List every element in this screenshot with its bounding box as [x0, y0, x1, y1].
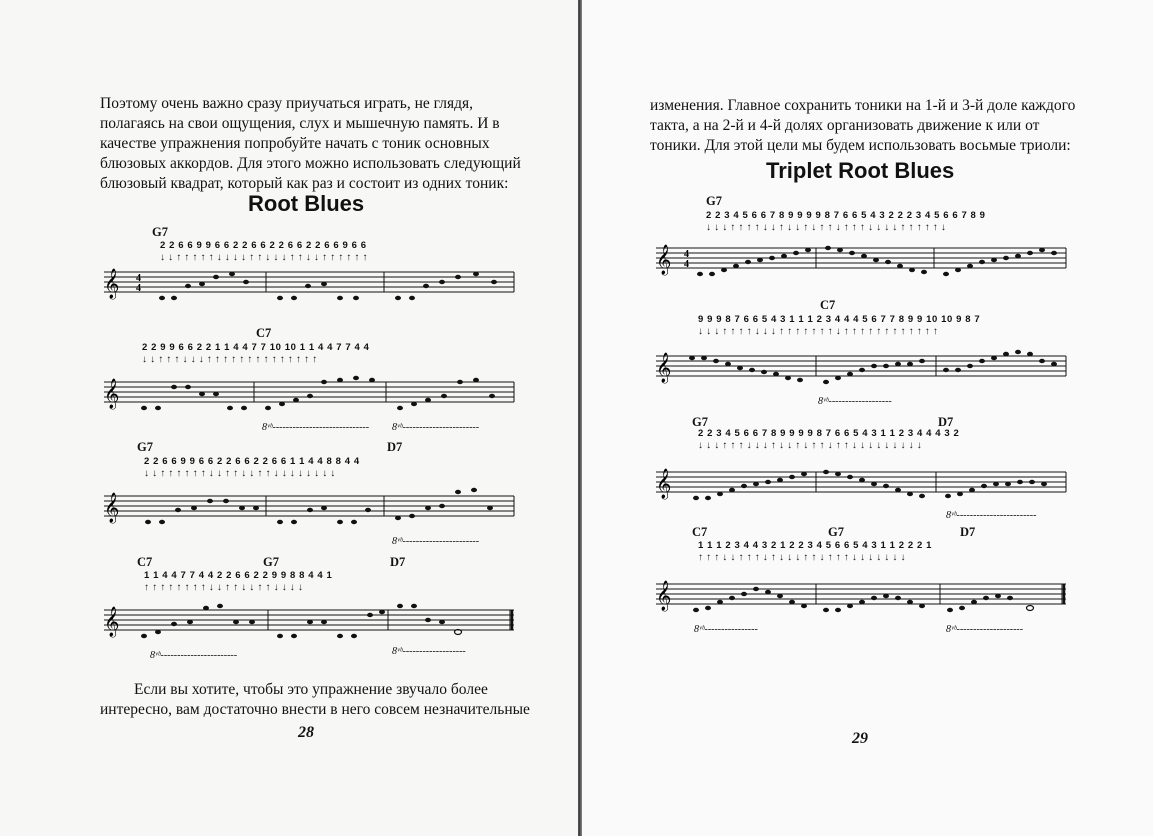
music-staff — [656, 468, 1068, 508]
chord-label: C7 — [256, 326, 272, 340]
breath-arrows: ↓↓↑↑↑↓↓↓↑↑↑↑↑↑↑↑↑↑↑↑↑↑ — [142, 354, 321, 365]
chord-label: C7 — [820, 298, 836, 312]
chord-label: G7 — [137, 440, 153, 454]
text-line: блюзовый квадрат, который как раз и состоит из одних тоник: — [100, 175, 509, 192]
chord-label: G7 — [828, 525, 844, 539]
text-line: качестве упражнения попробуйте начать с тоник основных — [100, 135, 490, 152]
ottava-marker: 8ᵛᵇ----------------------------- — [262, 422, 370, 433]
right-page — [582, 0, 1153, 836]
music-staff — [104, 606, 516, 646]
chord-label: C7 — [692, 525, 708, 539]
page-number: 28 — [298, 724, 314, 741]
svg-text:4: 4 — [136, 283, 141, 294]
ottava-marker: 8ᵛᵇ----------------------- — [392, 422, 480, 433]
harp-numbers: 2 2 3 4 5 6 6 7 8 9 9 9 9 8 7 6 6 5 4 3 1 1 2 3 4 4 4 3 2 — [698, 428, 960, 439]
breath-arrows: ↓↓↑↑↑↑↑↓↓↓↓↑↑↓↓↓↑↑↓↓↑↑↑↑↑↑ — [160, 252, 371, 263]
section-title: Triplet Root Blues — [766, 158, 955, 183]
harp-numbers: 2 2 6 6 9 9 6 6 2 2 6 6 2 2 6 6 2 2 6 6 9 6 6 — [160, 240, 367, 251]
breath-arrows: ↑↑↑↓↓↑↑↑↓↑↓↓↓↑↑↓↑↑↑↓↓↓↓↓↓↓ — [698, 552, 909, 563]
svg-text:𝄞: 𝄞 — [104, 379, 120, 409]
music-staff — [104, 268, 516, 308]
svg-text:4: 4 — [684, 259, 689, 270]
chord-label: D7 — [387, 440, 403, 454]
chord-label: G7 — [152, 225, 168, 239]
svg-text:4: 4 — [136, 273, 141, 284]
harp-numbers: 1 1 1 2 3 4 4 3 2 1 2 2 3 4 5 6 6 5 4 3 1 1 2 2 2 1 — [698, 540, 932, 551]
music-staff — [656, 352, 1068, 392]
harp-numbers: 1 1 4 4 7 7 4 4 2 2 6 6 2 2 9 9 8 8 4 4 1 — [144, 570, 333, 581]
chord-label: D7 — [938, 415, 954, 429]
text-line: тоники. Для этой цели мы будем использовать восьмые триоли: — [650, 137, 1071, 154]
svg-text:𝄞: 𝄞 — [656, 469, 672, 499]
chord-label: G7 — [692, 415, 708, 429]
chord-label: G7 — [706, 194, 722, 208]
text-line: интересно, вам достаточно внести в него совсем незначительные — [100, 701, 530, 718]
harp-numbers: 2 2 6 6 9 9 6 6 2 2 6 6 2 2 6 6 1 1 4 4 8 8 4 4 — [144, 456, 360, 467]
music-staff — [104, 492, 516, 532]
music-staff — [656, 244, 1068, 284]
ottava-marker: 8ᵛᵇ------------------- — [392, 646, 466, 657]
chord-label: C7 — [137, 555, 153, 569]
music-staff — [104, 378, 516, 418]
svg-text:𝄞: 𝄞 — [104, 269, 120, 299]
svg-text:4: 4 — [684, 249, 689, 260]
text-line: полагаясь на свои ощущения, слух и мышечную память. И в — [100, 115, 500, 132]
ottava-marker: 8ᵛᵇ----------------------- — [150, 650, 238, 661]
breath-arrows: ↓↓↓↑↑↑↑↓↓↑↓↓↑↓↑↑↓↑↑↑↓↓↓↓↑↑↑↑↑↓ — [706, 222, 949, 233]
ottava-marker: 8ᵛᵇ------------------- — [818, 396, 892, 407]
text-line: Поэтому очень важно сразу приучаться играть, не глядя, — [100, 95, 473, 112]
ottava-marker: 8ᵛᵇ-------------------- — [946, 624, 1024, 635]
text-line: такта, а на 2-й и 4-й долях организовать движение к или от — [650, 117, 1040, 134]
svg-text:𝄞: 𝄞 — [656, 353, 672, 383]
svg-text:𝄞: 𝄞 — [656, 245, 672, 275]
harp-numbers: 2 2 3 4 5 6 6 7 8 9 9 9 9 8 7 6 6 5 4 3 2 2 2 3 4 5 6 6 7 8 9 — [706, 210, 986, 221]
text-line: блюзовых аккордов. Для этого можно использовать следующий — [100, 155, 521, 172]
ottava-marker: 8ᵛᵇ----------------------- — [392, 536, 480, 547]
chord-label: D7 — [960, 525, 976, 539]
svg-text:𝄞: 𝄞 — [656, 581, 672, 611]
harp-numbers: 9 9 9 8 7 6 6 5 4 3 1 1 1 2 3 4 4 4 5 6 7 7 8 9 9 10 10 9 8 7 — [698, 314, 981, 325]
breath-arrows: ↓↓↓↑↑↑↓↓↓↑↓↓↑↓↑↑↓↑↑↓↓↓↓↓↓↓↓↓ — [698, 440, 925, 451]
intro-paragraph — [650, 96, 1076, 156]
ottava-marker: 8ᵛᵇ---------------- — [694, 624, 758, 635]
breath-arrows: ↓↓↓↑↑↑↑↓↓↓↑↑↑↑↑↑↑↓↑↑↑↑↑↑↑↑↑↑↑↑ — [698, 326, 941, 337]
outro-paragraph — [100, 680, 530, 720]
breath-arrows: ↑↑↑↑↑↑↑↑↓↓↑↑↓↓↑↑↓↓↓↓ — [144, 582, 306, 593]
ottava-marker: 8ᵛᵇ------------------------ — [946, 510, 1037, 521]
text-line: Если вы хотите, чтобы это упражнение звучало более — [134, 681, 488, 698]
page-number: 29 — [852, 730, 868, 747]
chord-label: D7 — [390, 555, 406, 569]
section-title: Root Blues — [248, 191, 365, 216]
svg-text:𝄞: 𝄞 — [104, 607, 120, 637]
text-line: изменения. Главное сохранить тоники на 1-й и 3-й доле каждого — [650, 97, 1076, 114]
svg-text:𝄞: 𝄞 — [104, 493, 120, 523]
music-staff — [656, 580, 1068, 620]
harp-numbers: 2 2 9 9 6 6 2 2 1 1 4 4 7 7 10 10 1 1 4 4 7 7 4 4 — [142, 342, 370, 353]
intro-paragraph — [100, 94, 521, 194]
chord-label: G7 — [263, 555, 279, 569]
breath-arrows: ↓↓↑↑↑↑↑↑↓↓↑↑↓↓↑↑↓↓↓↓↓↓↓↓ — [144, 468, 339, 479]
